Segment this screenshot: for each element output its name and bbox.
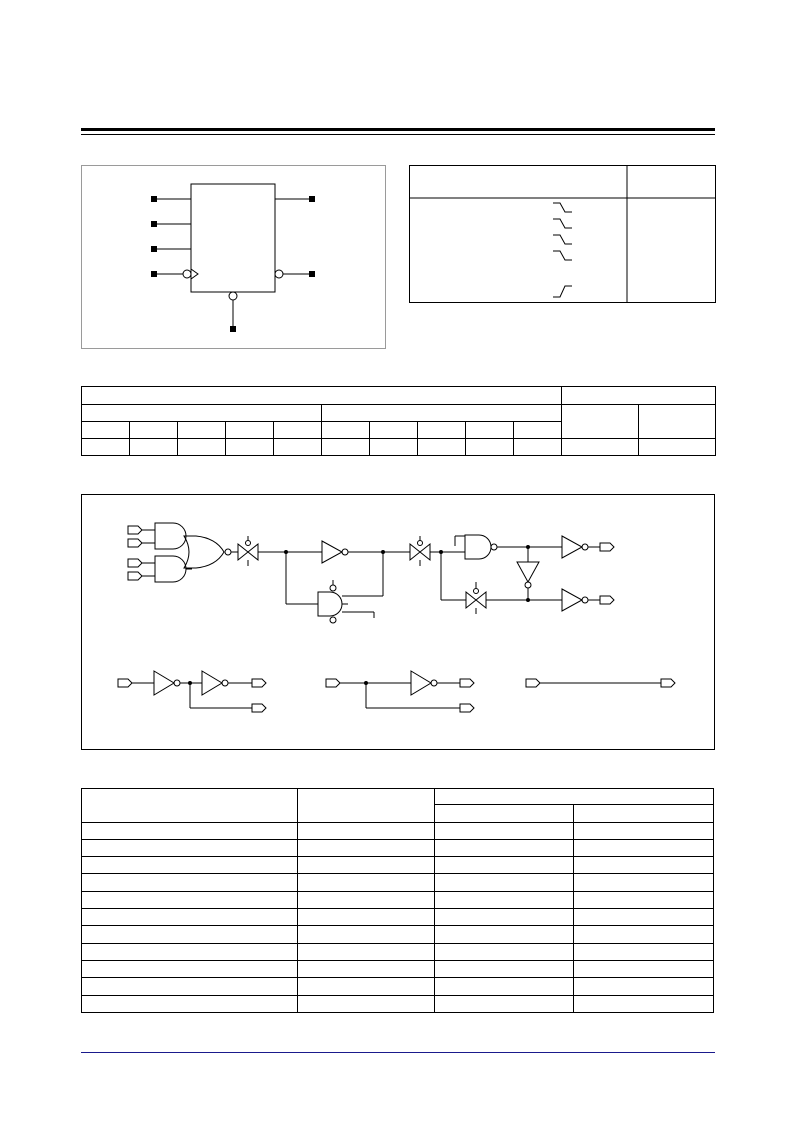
output-flag (460, 704, 474, 712)
ac-table-cell (435, 960, 574, 977)
ac-table-row (82, 839, 714, 856)
and-gate (155, 556, 186, 582)
ac-table-cell (298, 978, 435, 995)
footer-rule (81, 1052, 715, 1053)
input-flag (526, 679, 540, 687)
ac-table-cell (298, 960, 435, 977)
output-flag (661, 679, 675, 687)
ac-header-max (574, 805, 714, 822)
ac-table-row (82, 926, 714, 943)
ac-table-row (82, 978, 714, 995)
input-flag (128, 526, 142, 580)
transmission-gate (466, 582, 486, 614)
output-flag (460, 679, 474, 687)
ac-table-cell (82, 978, 298, 995)
ac-header-min (435, 805, 574, 822)
ac-table-cell (574, 943, 714, 960)
ac-table-cell (298, 909, 435, 926)
ac-table-cell (435, 943, 574, 960)
ac-table-cell (574, 822, 714, 839)
ac-table-cell (82, 891, 298, 908)
ac-header-parameter (82, 789, 298, 823)
ac-table-cell (435, 926, 574, 943)
ac-table-cell (298, 926, 435, 943)
ac-table-cell (574, 978, 714, 995)
ac-table-row (82, 857, 714, 874)
ac-table-cell (82, 943, 298, 960)
inverter (322, 541, 342, 563)
output-flag (252, 679, 266, 687)
ac-table-cell (574, 926, 714, 943)
ac-table-cell (298, 943, 435, 960)
ac-header-limits (435, 789, 714, 805)
output-flag (600, 543, 614, 551)
input-flag (118, 679, 132, 687)
ac-table-cell (298, 822, 435, 839)
ac-table (81, 788, 714, 1013)
inverter (562, 536, 582, 558)
ac-table-row (82, 909, 714, 926)
ac-table-cell (435, 857, 574, 874)
ac-table-cell (574, 891, 714, 908)
ac-table-cell (82, 909, 298, 926)
ac-table-cell (574, 874, 714, 891)
ac-table-cell (574, 909, 714, 926)
ac-table-cell (435, 839, 574, 856)
nand-gate (318, 592, 342, 616)
ac-table-cell (298, 839, 435, 856)
ac-table-row (82, 822, 714, 839)
ac-table-cell (435, 995, 574, 1012)
input-flag (326, 679, 340, 687)
nor-gate (184, 536, 224, 568)
and-gate (155, 523, 186, 549)
ac-table-cell (298, 857, 435, 874)
ac-table-cell (435, 978, 574, 995)
inverter (517, 562, 539, 582)
ac-table-cell (82, 822, 298, 839)
inverter (562, 589, 582, 611)
nor-bubble (225, 549, 231, 555)
inverter (411, 671, 431, 695)
ac-table-cell (82, 857, 298, 874)
ac-table-row (82, 874, 714, 891)
output-flag (252, 704, 266, 712)
ac-table-cell (574, 839, 714, 856)
transmission-gate (410, 536, 430, 566)
ac-table-cell (574, 995, 714, 1012)
ac-table-cell (435, 891, 574, 908)
ac-table-cell (435, 874, 574, 891)
inverter (202, 671, 222, 695)
ac-table-cell (82, 874, 298, 891)
ac-table-row (82, 891, 714, 908)
ac-table-row (82, 995, 714, 1012)
ac-table-cell (298, 995, 435, 1012)
ac-table-cell (298, 874, 435, 891)
ac-table-cell (82, 960, 298, 977)
ac-table-cell (435, 909, 574, 926)
ac-table-cell (435, 822, 574, 839)
ac-table-cell (82, 995, 298, 1012)
ac-table-row (82, 960, 714, 977)
inverter (154, 671, 174, 695)
nand-gate (465, 535, 491, 559)
output-flag (600, 596, 614, 604)
transmission-gate (238, 536, 258, 566)
ac-table-cell (82, 839, 298, 856)
ac-table-cell (82, 926, 298, 943)
ac-table-cell (298, 891, 435, 908)
ac-header-symbol (298, 789, 435, 823)
ac-table-cell (574, 857, 714, 874)
ac-table-row (82, 943, 714, 960)
ac-table-cell (574, 960, 714, 977)
